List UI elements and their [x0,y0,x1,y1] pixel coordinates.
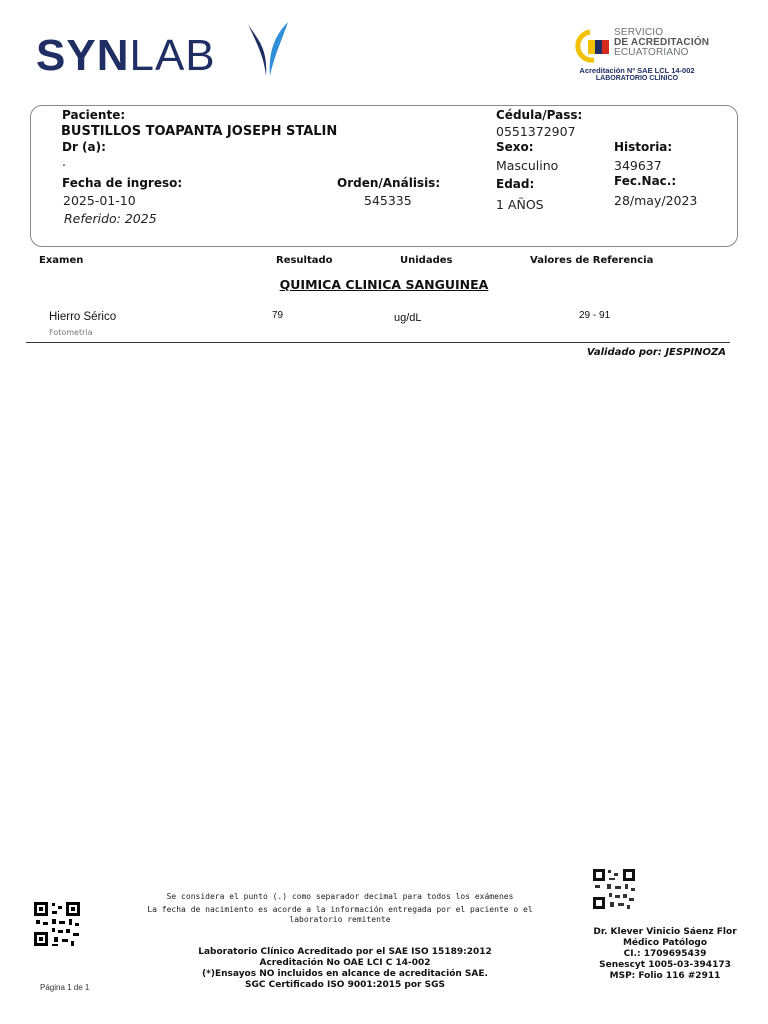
row-referencia: 29 - 91 [579,310,611,321]
logo-lab: LAB [129,31,216,80]
col-unidades: Unidades [400,255,453,266]
edad-value: 1 AÑOS [496,197,544,212]
col-examen: Examen [39,255,84,266]
sae-line-3: ECUATORIANO [614,47,689,58]
results-divider [26,342,730,343]
dr-value: . [62,154,66,169]
sexo-label: Sexo: [496,140,534,154]
edad-label: Edad: [496,177,535,191]
fecnac-value: 28/may/2023 [614,193,698,208]
sae-line-1: SERVICIO [614,27,664,38]
doctor-title: Médico Patólogo [622,938,708,948]
fecha-ingreso-value: 2025-01-10 [63,193,136,208]
historia-label: Historia: [614,140,673,154]
decimal-note: Se considera el punto (.) como separador decimal para todos los exámenes [166,892,514,901]
doctor-senescyt: Senescyt 1005-03-394173 [599,960,731,970]
orden-label: Orden/Análisis: [337,176,441,190]
paciente-value: BUSTILLOS TOAPANTA JOSEPH STALIN [61,124,338,139]
fecnac-label: Fec.Nac.: [614,174,677,188]
fecha-ingreso-label: Fecha de ingreso: [62,176,183,190]
doctor-msp: MSP: Folio 116 #2911 [609,971,721,981]
accreditation-line-1: Laboratorio Clínico Acreditado por el SAE ISO 15189:2012 [198,947,492,957]
col-resultado: Resultado [276,255,333,266]
accreditation-line-3: (*)Ensayos NO incluidos en alcance de acreditación SAE. [202,969,488,979]
birthdate-note: La fecha de nacimiento es acorde a la información entregada por el paciente o el laboratorio remitente [147,905,533,924]
page-number: Página 1 de 1 [40,983,90,992]
historia-value: 349637 [614,158,662,173]
sae-accreditation-number: Acreditación Nº SAE LCL 14-002 [579,66,695,75]
cedula-label: Cédula/Pass: [496,108,583,122]
referido-value: Referido: 2025 [64,211,157,226]
sae-line-2: DE ACREDITACIÓN [614,37,710,48]
doctor-name: Dr. Klever Vinicio Sáenz Flor [593,927,737,937]
doctor-signature-block [580,927,750,982]
dr-label: Dr (a): [62,140,106,154]
synlab-wave-icon [246,20,292,78]
orden-value: 545335 [364,193,412,208]
row-resultado: 79 [272,310,284,321]
accreditation-line-2: Acreditación No OAE LCI C 14-002 [259,958,431,968]
sae-emblem-icon [570,28,612,64]
doctor-ci: CI.: 1709695439 [623,949,707,959]
row-unidades: ug/dL [394,312,422,324]
cedula-value: 0551372907 [496,124,576,139]
row-metodo: Fotometria [49,328,93,337]
sae-laboratorio: LABORATORIO CLÍNICO [595,75,679,82]
paciente-label: Paciente: [62,108,126,122]
synlab-logo [36,31,216,80]
sexo-value: Masculino [496,158,559,173]
logo-syn: SYN [36,31,130,80]
qr-code-icon [32,900,82,948]
accreditation-line-4: SGC Certificado ISO 9001:2015 por SGS [245,980,445,990]
row-examen: Hierro Sérico [49,311,117,323]
section-title: QUIMICA CLINICA SANGUINEA [279,277,489,292]
col-valores-referencia: Valores de Referencia [530,255,654,266]
sae-name [614,28,709,58]
signature-qr-icon [592,868,636,910]
validado-por: Validado por: JESPINOZA [586,347,726,358]
